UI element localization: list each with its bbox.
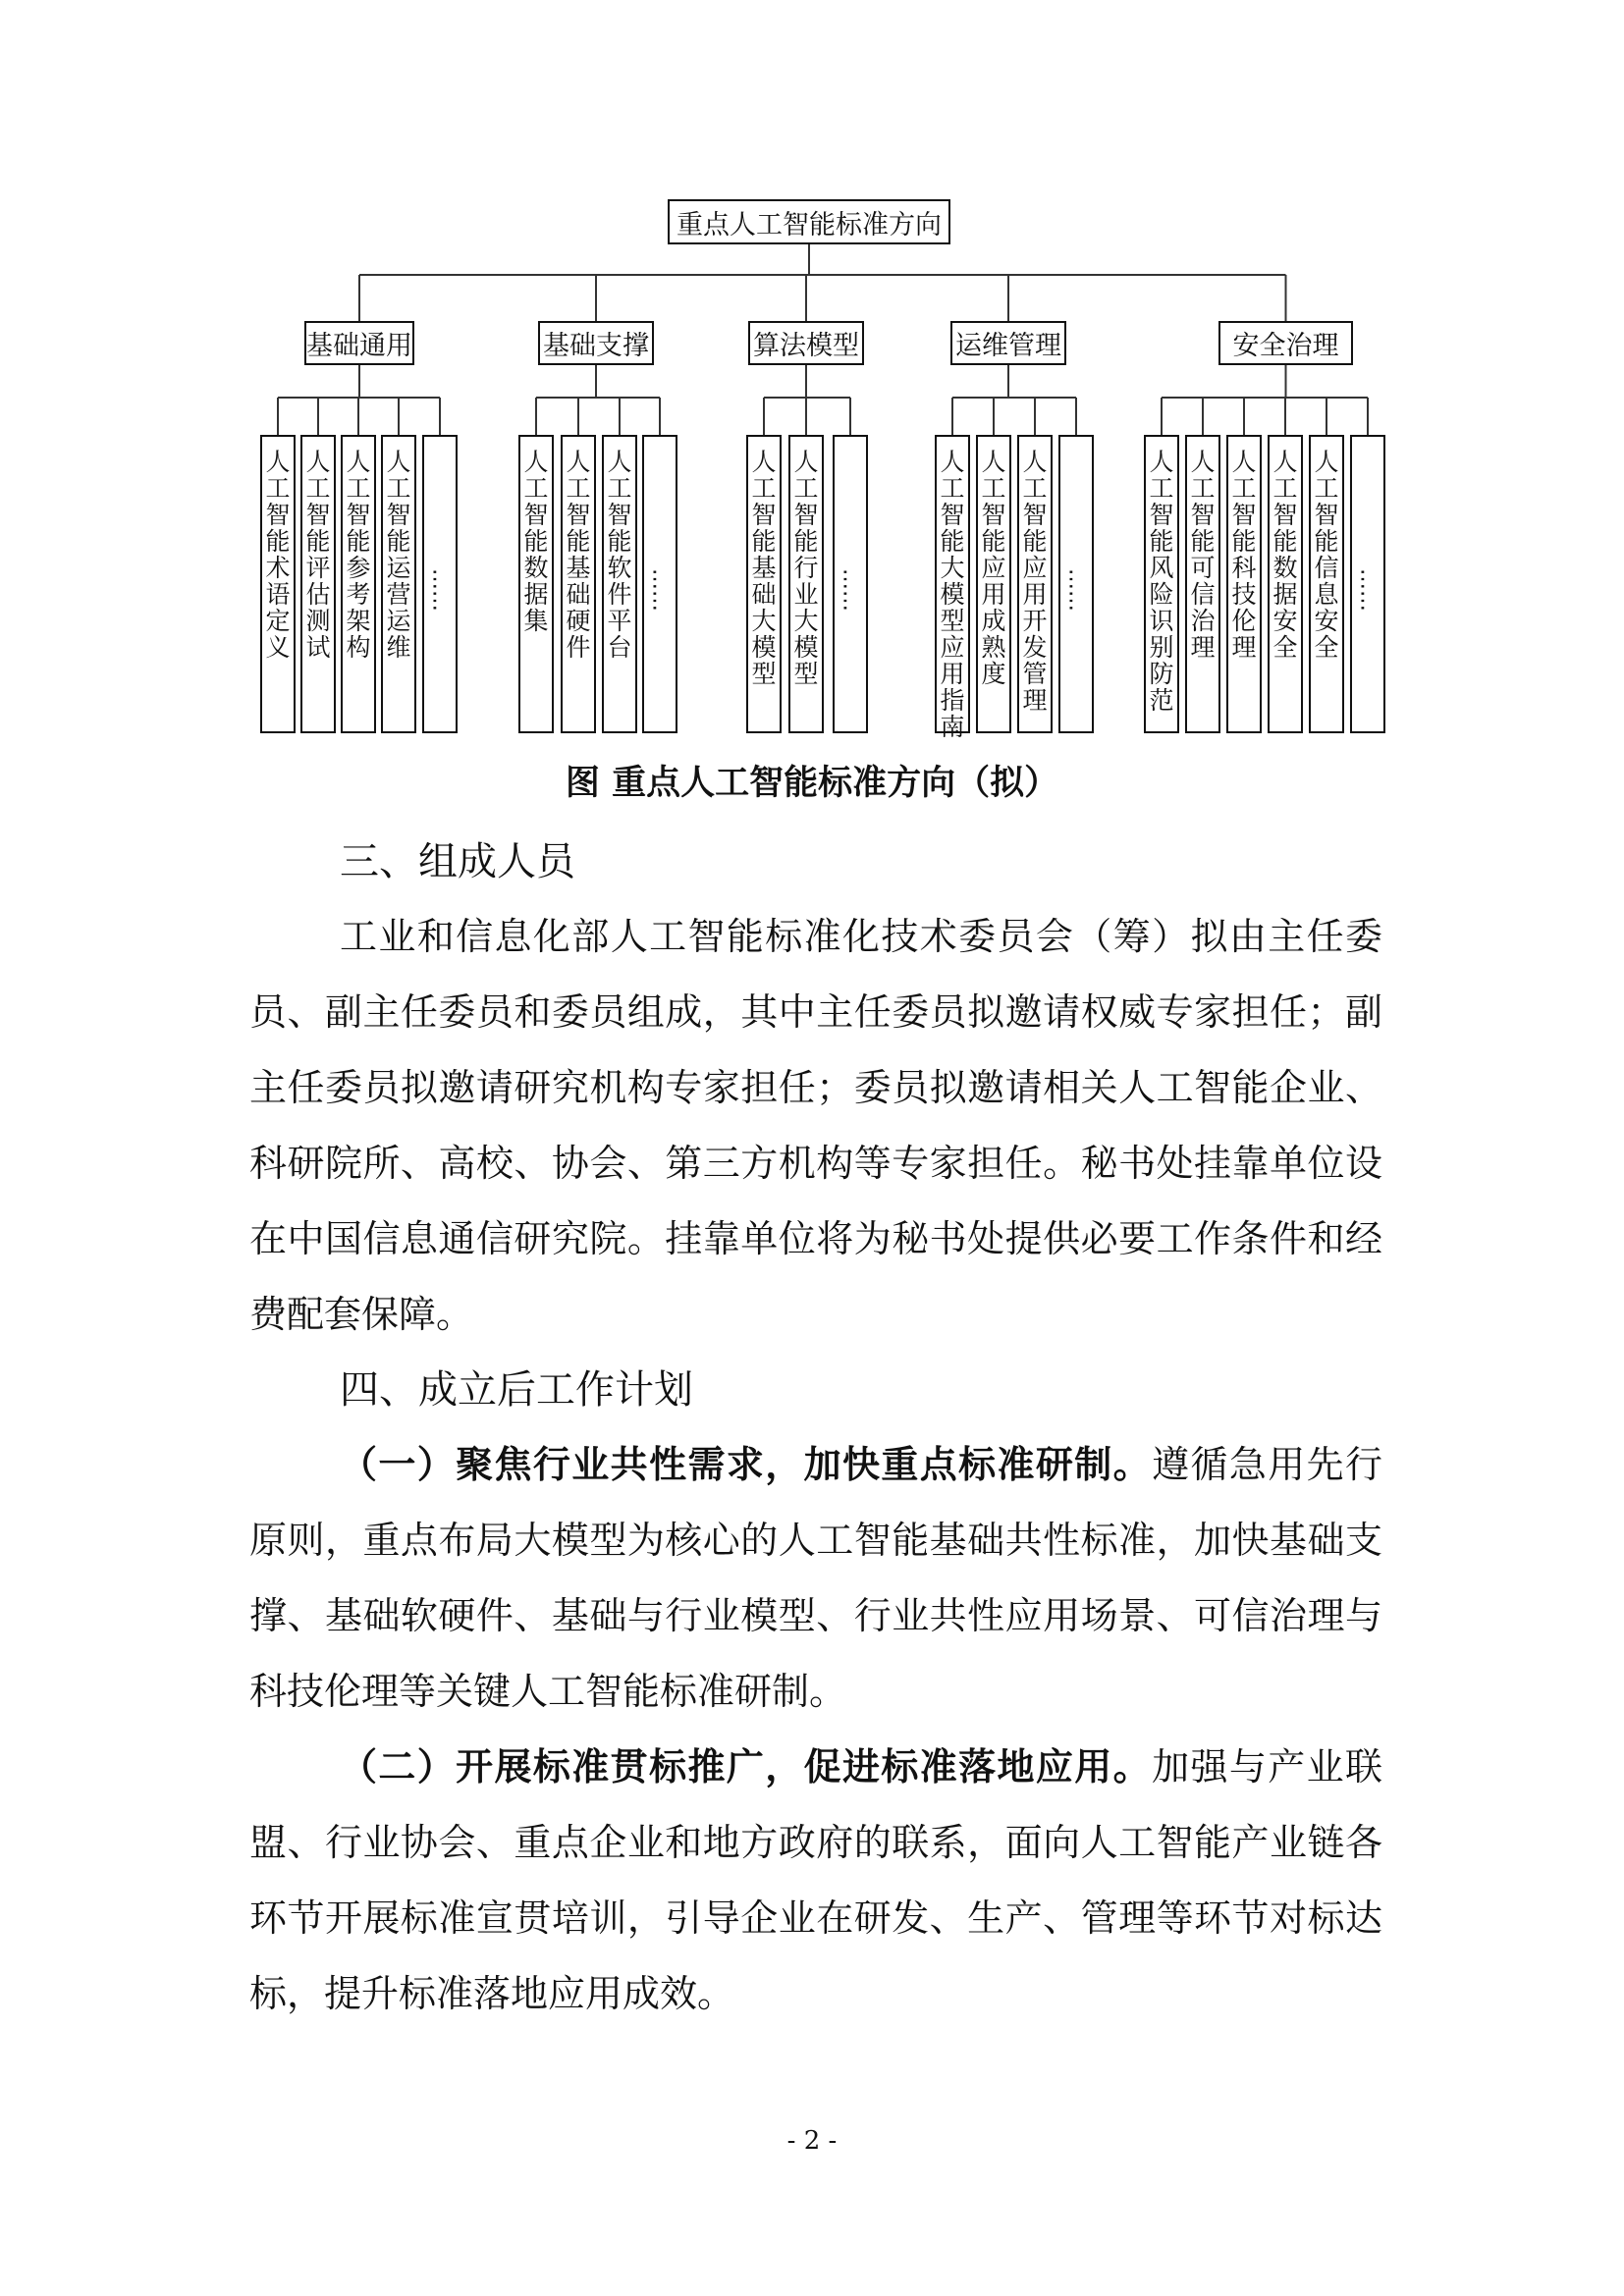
leaf-label: 人 工 智 能 应 用 成 熟 度: [981, 448, 1006, 688]
root-node: 重点人工智能标准方向: [668, 199, 950, 244]
leaf-node-4-2: [976, 435, 1011, 733]
leaf-node-5-4: [1268, 435, 1303, 733]
leaf-label: 人 工 智 能 运 营 运 维: [386, 448, 411, 662]
leaf-label: ……: [1355, 568, 1380, 612]
category-node-4: 运维管理: [950, 321, 1066, 365]
leaf-label: 人 工 智 能 基 础 硬 件: [566, 448, 591, 662]
page-number: - 2 -: [786, 2126, 838, 2156]
leaf-node-5-2: [1185, 435, 1220, 733]
leaf-label: 人 工 智 能 大 模 型 应 用 指 南: [940, 448, 965, 741]
leaf-node-1-4: [381, 435, 416, 733]
leaf-label: 人 工 智 能 参 考 架 构: [346, 448, 371, 662]
leaf-label: 人 工 智 能 软 件 平 台: [607, 448, 632, 662]
leaf-node-1-3: [341, 435, 376, 733]
leaf-label: 人 工 智 能 基 础 大 模 型: [751, 448, 777, 688]
leaf-label: ……: [1063, 568, 1089, 612]
work-plan-item-1: [249, 1427, 1382, 1730]
leaf-node-2-4: [642, 435, 677, 733]
leaf-label: 人 工 智 能 应 用 开 发 管 理: [1022, 448, 1048, 715]
category-node-1: 基础通用: [304, 321, 414, 365]
leaf-node-4-1: [935, 435, 970, 741]
leaf-label: 人 工 智 能 评 估 测 试: [305, 448, 331, 662]
leaf-node-5-1: [1144, 435, 1179, 733]
leaf-node-1-5: [422, 435, 458, 733]
leaf-node-3-2: [788, 435, 824, 733]
work-plan-item-1-title: （一）聚焦行业共性需求，加快重点标准研制。: [340, 1443, 1153, 1486]
leaf-node-2-2: [561, 435, 596, 733]
leaf-node-5-3: [1226, 435, 1262, 733]
leaf-label: ……: [838, 568, 863, 612]
leaf-node-1-1: [260, 435, 296, 733]
standards-tree-diagram: [0, 0, 1624, 746]
leaf-node-2-1: [518, 435, 554, 733]
leaf-label: 人 工 智 能 数 据 集: [523, 448, 549, 635]
section-heading-4: 四、成立后工作计划: [340, 1367, 693, 1413]
section-3-paragraph: 工业和信息化部人工智能标准化技术委员会（筹）拟由主任委员、副主任委员和委员组成，其中主任委员拟邀请权威专家担任；副主任委员拟邀请研究机构专家担任；委员拟邀请相关人工智能企业、科研院所、高校、协会、第三方机构等专家担任。秘书处挂靠单位设在中国信息通信研究院。挂靠单位将为秘书处提供必要工作条件和经费配套保障。: [249, 915, 1382, 1336]
work-plan-item-1-text: 遵循急用先行原则，重点布局大模型为核心的人工智能基础共性标准，加快基础支撑、基础软硬件、基础与行业模型、行业共性应用场景、可信治理与科技伦理等关键人工智能标准研制。: [249, 1443, 1382, 1713]
figure-caption: 图 重点人工智能标准方向（拟）: [565, 764, 1059, 803]
leaf-node-4-3: [1017, 435, 1053, 733]
leaf-label: 人 工 智 能 科 技 伦 理: [1231, 448, 1257, 662]
leaf-label: 人 工 智 能 信 息 安 全: [1314, 448, 1339, 662]
leaf-node-2-3: [602, 435, 637, 733]
category-node-5: 安全治理: [1218, 321, 1353, 365]
work-plan-item-2: [249, 1730, 1382, 2032]
work-plan-item-2-text: 加强与产业联盟、行业协会、重点企业和地方政府的联系，面向人工智能产业链各环节开展标准宣贯培训，引导企业在研发、生产、管理等环节对标达标，提升标准落地应用成效。: [249, 1745, 1382, 2015]
leaf-label: ……: [647, 568, 673, 612]
category-node-3: 算法模型: [748, 321, 864, 365]
leaf-label: ……: [427, 568, 453, 612]
work-plan-item-2-title: （二）开展标准贯标推广，促进标准落地应用。: [340, 1745, 1153, 1789]
leaf-label: 人 工 智 能 行 业 大 模 型: [793, 448, 819, 688]
leaf-node-5-5: [1309, 435, 1344, 733]
leaf-label: 人 工 智 能 风 险 识 别 防 范: [1149, 448, 1174, 715]
leaf-node-1-2: [300, 435, 336, 733]
leaf-label: 人 工 智 能 术 语 定 义: [265, 448, 291, 662]
leaf-label: 人 工 智 能 可 信 治 理: [1190, 448, 1216, 662]
body-text: [249, 825, 1382, 2032]
section-heading-3: 三、组成人员: [340, 839, 575, 884]
leaf-node-4-4: [1058, 435, 1094, 733]
leaf-node-5-6: [1350, 435, 1385, 733]
leaf-node-3-1: [746, 435, 782, 733]
leaf-label: 人 工 智 能 数 据 安 全: [1272, 448, 1298, 662]
leaf-node-3-3: [833, 435, 868, 733]
category-node-2: 基础支撑: [538, 321, 654, 365]
